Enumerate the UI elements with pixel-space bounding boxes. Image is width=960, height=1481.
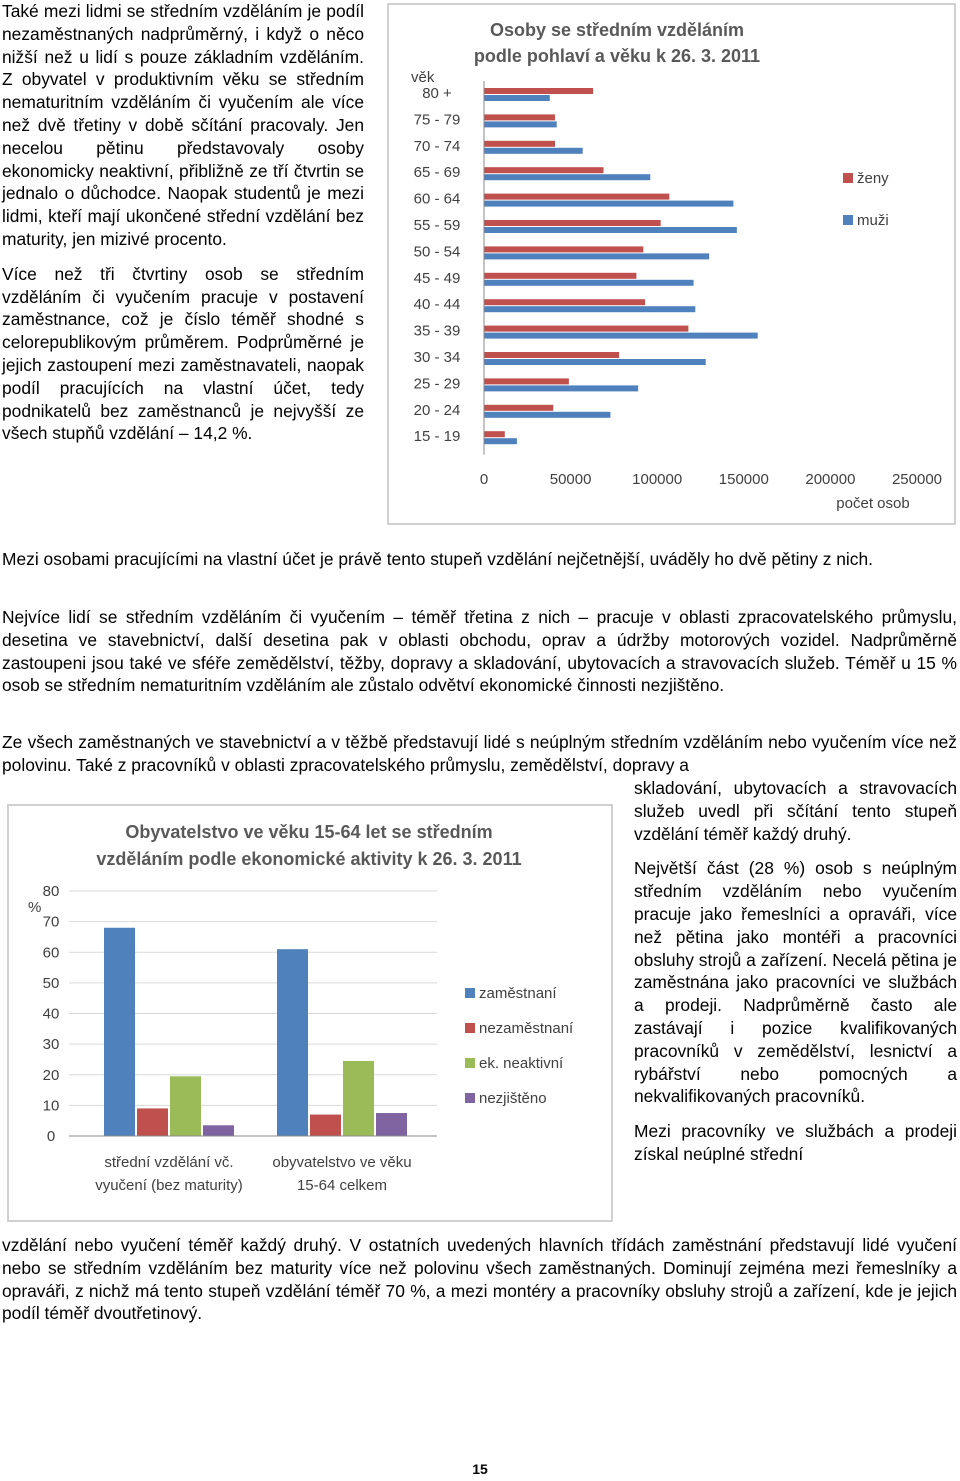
legend-label: nezaměstnaní [479,1020,574,1037]
bar-muzi [484,253,709,259]
economic-activity-chart [9,806,611,1220]
bar [376,1113,407,1136]
y-tick-label: 40 - 44 [413,296,461,314]
economic-activity-chart-frame [7,804,613,1222]
x-tick-label: střední vzdělání vč. [104,1154,234,1171]
y-tick-label: 60 [42,944,60,962]
bar-muzi [484,174,650,180]
chart-title: vzděláním podle ekonomické aktivity k 26. 3. 2011 [96,849,522,869]
bar [104,928,135,1136]
y-tick-label: 35 - 39 [413,322,461,340]
x-tick-label: obyvatelstvo ve věku [272,1154,412,1171]
bar-muzi [484,148,583,154]
legend-swatch [843,173,853,183]
x-tick-label: 200000 [805,471,856,488]
y-tick-label: 55 - 59 [413,217,461,234]
bar-zeny [484,114,555,120]
bar-zeny [484,167,604,173]
x-tick-label: vyučení (bez maturity) [95,1177,243,1194]
bar-muzi [484,306,695,312]
paragraph: Nejvíce lidí se středním vzděláním či vyučením – téměř třetina z nich – pracuje v oblasti zpracovatelského průmyslu, desetina ve stavebnictví, další desetina pak v oblasti obchodu, oprav a údržby motorových vozidel. Nadprůměrně zastoupeni jsou také ve sféře zemědělství, těžby, dopravy a skladování, ubytovacích a stravovacích služeb. Téměř u 15 % osob se středním nematuritním vzděláním ale zůstalo odvětví ekonomické činnosti nezjištěno. [2,607,957,696]
y-tick-label: 15 - 19 [413,428,461,446]
y-tick-label: 20 - 24 [413,401,461,419]
bar [310,1115,341,1136]
y-tick-label: 30 - 34 [413,349,461,366]
y-tick-label: 80 + [422,85,452,102]
paragraph: skladování, ubytovacích a stravovacích služeb uvedl při sčítání tento stupeň vzdělání téměř každý druhý. [634,778,957,844]
y-axis-label: věk [411,69,435,86]
bar-muzi [484,333,758,339]
bar-muzi [484,385,638,391]
paragraph: vzdělání nebo vyučení téměř každý druhý. V ostatních uvedených hlavních třídách zaměstnání představují lidé vyučení nebo se středním vzděláním bez maturity více než polovinu všech zaměstnaných. Dominují zejména mezi řemeslníky a opraváři, z nichž má tento stupeň vzdělání téměř 70 %, a mezi montéry a pracovníky obsluhy strojů a zařízení, kde je jejich podíl téměř dvoutřetinový. [2,1235,957,1324]
bar-zeny [484,352,619,358]
bar [170,1076,201,1136]
legend-swatch [465,1023,475,1033]
bar-muzi [484,121,557,127]
y-tick-label: 50 - 54 [413,243,461,261]
paragraph: Ze všech zaměstnaných ve stavebnictví a v těžbě představují lidé s neúplným středním vzděláním nebo vyučením více než polovinu. Také z pracovníků v oblasti zpracovatelského průmyslu, zemědělství, dopravy a [2,732,957,775]
legend-swatch [465,1058,475,1068]
legend-label: zaměstnaní [479,985,557,1002]
y-tick-label: 70 - 74 [413,137,461,155]
y-tick-label: 75 - 79 [413,111,461,129]
bar-zeny [484,273,636,279]
chart-title: podle pohlaví a věku k 26. 3. 2011 [473,46,761,66]
legend-label: muži [857,212,889,229]
y-tick-label: 25 - 29 [413,375,461,393]
right-column-text [634,777,957,1166]
x-tick-label: 15-64 celkem [296,1177,388,1194]
chart-title: Osoby se středním vzděláním [489,20,745,40]
x-tick-label: 150000 [718,471,769,488]
x-tick-label: 50000 [549,471,592,488]
paragraph: Více než tři čtvrtiny osob se středním vzděláním či vyučením pracuje v postavení zaměstnance, což je číslo téměř shodné s celorepublikovým průměrem. Podprůměrné je jejich zastoupení mezi zaměstnavateli, naopak podíl pracujících na vlastní účet, tedy podnikatelů bez zaměstnanců je nejvyšší ze všech stupňů vzdělání – 14,2 %. [2,263,364,444]
bar-muzi [484,438,517,444]
bar-muzi [484,201,733,207]
y-tick-label: 50 [42,974,60,992]
y-tick-label: 80 [42,883,60,900]
bar-muzi [484,227,737,233]
bar [343,1061,374,1136]
bar-zeny [484,246,643,252]
x-axis-label: počet osob [836,495,910,512]
bar-zeny [484,378,569,384]
paragraph: Mezi pracovníky ve službách a prodeji získal neúplné střední [634,1121,957,1164]
paragraph: Mezi osobami pracujícími na vlastní účet je právě tento stupeň vzdělání nejčetnější, uváděly ho dvě pětiny z nich. [2,549,873,569]
x-tick-label: 250000 [891,471,943,488]
x-tick-label: 100000 [632,471,683,488]
legend-swatch [465,1093,475,1103]
bar-zeny [484,220,661,226]
bar [203,1125,234,1136]
left-column-text [2,0,364,445]
y-tick-label: 10 [42,1097,60,1115]
bar [277,949,308,1136]
bar-zeny [484,299,645,305]
bar-zeny [484,194,669,200]
legend-swatch [465,988,475,998]
page-number: 15 [472,1461,488,1477]
bar-muzi [484,95,550,101]
y-tick-label: 30 [42,1036,60,1054]
bar-muzi [484,280,694,286]
legend-label: ženy [857,170,889,187]
age-sex-chart [389,5,954,523]
bar-zeny [484,431,505,437]
bar-muzi [484,359,706,365]
bar-zeny [484,326,688,332]
bar-zeny [484,88,593,94]
legend-label: ek. neaktivní [479,1055,564,1072]
bar [137,1108,168,1136]
chart-title: Obyvatelstvo ve věku 15-64 let se středním [125,822,493,842]
paragraph: Největší část (28 %) osob s neúplným středním vzděláním nebo vyučením pracuje jako řemeslníci a opraváři, více než pětina jako montéři a pracovníci obsluhy strojů a zařízení. Necelá pětina je zaměstnána jako pracovníci ve službách a prodeji. Nadprůměrně často ale zastávají i pozice kvalifikovaných pracovníků v zemědělství, lesnictví a rybářství nebo pomocných a nekvalifikovaných pracovníků. [634,858,957,1107]
y-tick-label: 0 [46,1128,56,1145]
y-tick-label: 45 - 49 [413,269,461,287]
y-tick-label: 40 [42,1005,60,1023]
y-axis-label: % [28,899,42,916]
y-tick-label: 20 [42,1066,60,1084]
paragraph: Také mezi lidmi se středním vzděláním je podíl nezaměstnaných nadprůměrný, i když o něco nižší než u lidí s pouze základním vzděláním. Z obyvatel v produktivním věku se středním nematuritním vzděláním či vyučením ale více než dvě třetiny v době sčítání pracovaly. Jen necelou pětinu představovaly osoby ekonomicky neaktivní, přibližně ze tří čtvrtin se jednalo o důchodce. Naopak studentů je mezi lidmi, kteří mají ukončené střední vzdělání bez maturity, jen mizivé procento. [2,1,364,249]
bar-muzi [484,412,610,418]
age-sex-chart-frame [387,3,956,525]
x-tick-label: 0 [479,471,489,488]
y-tick-label: 60 - 64 [413,190,461,208]
bar-zeny [484,141,555,147]
legend-swatch [843,215,853,225]
y-tick-label: 65 - 69 [413,164,461,182]
legend-label: nezjištěno [479,1090,547,1107]
bar-zeny [484,405,553,411]
y-tick-label: 70 [42,913,60,931]
